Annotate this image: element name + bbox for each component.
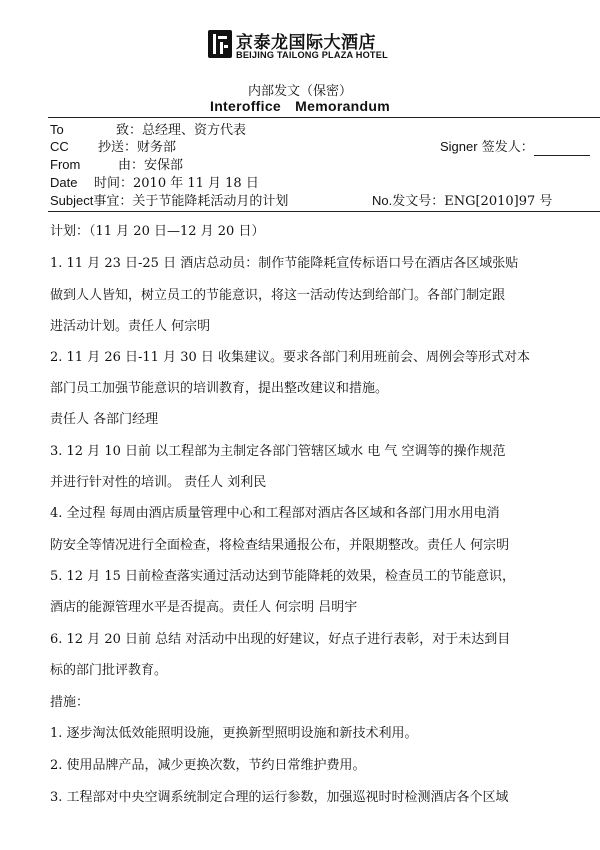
- header-cc-row: [50, 139, 176, 156]
- docno-value: 发文号：ENG[2010]97 号: [392, 194, 553, 209]
- body-line: 3. 12 月 10 日前 以工程部为主制定各部门管辖区域水 电 气 空调等的操作规范: [50, 444, 506, 459]
- signer-field: [440, 139, 590, 156]
- body-line: 防安全等情况进行全面检查，将检查结果通报公布，并限期整改。责任人 何宗明: [50, 538, 510, 553]
- body-line: 2. 使用品牌产品，减少更换次数，节约日常维护费用。: [50, 758, 366, 773]
- header-subject-row: [50, 193, 288, 210]
- body-line: 标的部门批评教育。: [50, 663, 168, 678]
- hotel-logo: [208, 28, 418, 62]
- body-line: 5. 12 月 15 日前检查落实通过活动达到节能降耗的效果，检查员工的节能意识，: [50, 569, 516, 584]
- body-line: 进活动计划。责任人 何宗明: [50, 319, 211, 334]
- body-line: 6. 12 月 20 日前 总结 对活动中出现的好建议，好点子进行表彰，对于未达到目: [50, 632, 511, 647]
- date-value: 时间：2010 年 11 月 18 日: [94, 176, 259, 191]
- document-number: [372, 193, 552, 210]
- plan-heading: 计划：（11 月 20 日—12 月 20 日）: [50, 224, 265, 239]
- header-top-rule: [48, 117, 600, 118]
- body-line: 酒店的能源管理水平是否提高。责任人 何宗明 吕明宇: [50, 600, 358, 615]
- subject-label: Subject: [50, 193, 94, 208]
- cc-value: 抄送：财务部: [98, 140, 177, 155]
- header-from-row: [50, 157, 183, 174]
- body-line: 3. 工程部对中央空调系统制定合理的运行参数，加强巡视时时检测酒店各个区域: [50, 790, 509, 805]
- body-line: 4. 全过程 每周由酒店质量管理中心和工程部对酒店各区域和各部门用水用电消: [50, 506, 500, 521]
- date-label: Date: [50, 175, 78, 190]
- subject-value: 事宜：关于节能降耗活动月的计划: [93, 194, 289, 209]
- header-date-row: [50, 175, 259, 192]
- body-line: 1. 逐步淘汰低效能照明设施，更换新型照明设施和新技术利用。: [50, 726, 418, 741]
- body-line: 并进行针对性的培训。 责任人 刘利民: [50, 475, 267, 490]
- docno-label: No.: [372, 193, 393, 208]
- cc-label: CC: [50, 139, 69, 154]
- logo-chinese-name: 京泰龙国际大酒店: [236, 33, 376, 53]
- body-line: 责任人 各部门经理: [50, 412, 159, 427]
- logo-english-name: BEIJING TAILONG PLAZA HOTEL: [236, 50, 388, 60]
- memo-title-english: Interoffice Memorandum: [210, 98, 390, 114]
- header-to-row: [50, 122, 246, 139]
- body-line: 做到人人皆知，树立员工的节能意识，将这一活动传达到给部门。各部门制定跟: [50, 288, 506, 303]
- seal-icon: [208, 30, 232, 58]
- header-bottom-rule: [48, 211, 600, 212]
- from-value: 由：安保部: [118, 158, 184, 173]
- memo-title-chinese: 内部发文（保密）: [247, 84, 352, 99]
- signer-label-en: Signer: [440, 139, 478, 154]
- to-label: To: [50, 122, 64, 137]
- from-label: From: [50, 157, 81, 172]
- body-line: 1. 11 月 23 日-25 日 酒店总动员：制作节能降耗宣传标语口号在酒店各区域张贴: [50, 256, 519, 271]
- signer-blank-line: [534, 143, 590, 156]
- body-line: 2. 11 月 26 日-11 月 30 日 收集建议。要求各部门利用班前会、周例会等形式对本: [50, 350, 531, 365]
- to-value: 致：总经理、资方代表: [116, 123, 247, 138]
- body-line: 部门员工加强节能意识的培训教育，提出整改建议和措施。: [50, 381, 389, 396]
- measures-heading: 措施：: [50, 695, 90, 710]
- signer-label-cn: 签发人：: [481, 140, 534, 155]
